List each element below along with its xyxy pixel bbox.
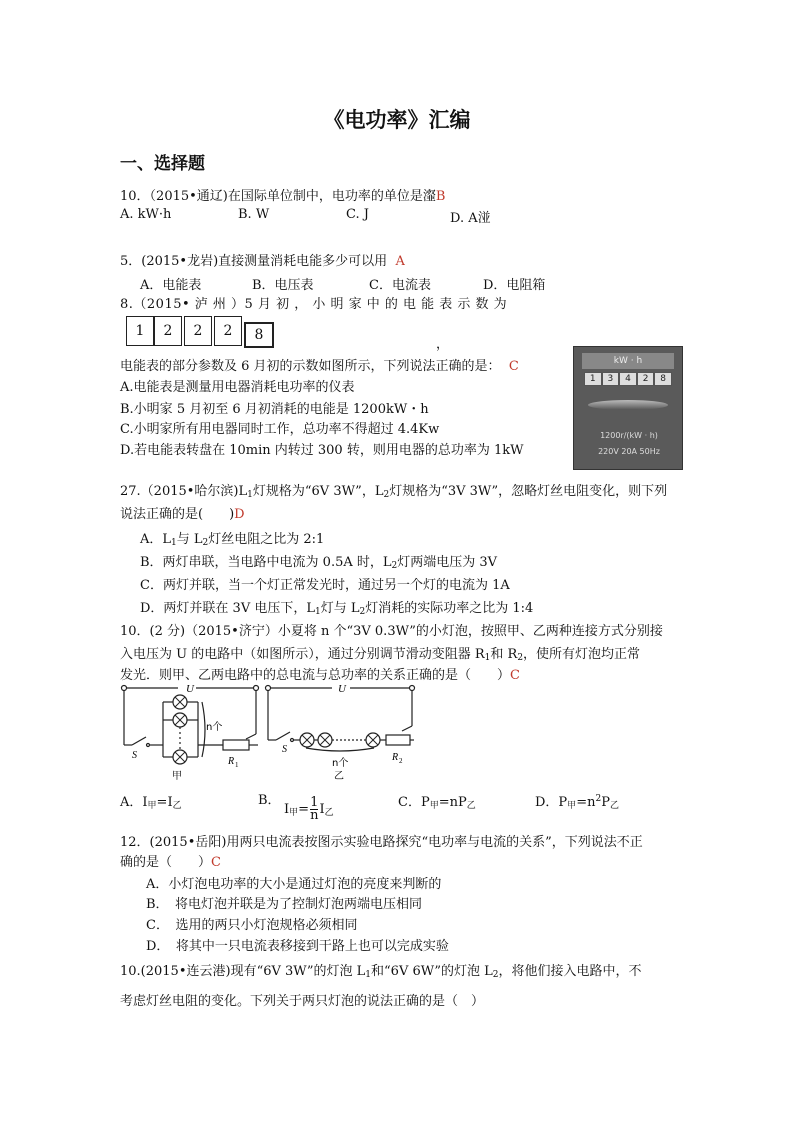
q5-l2c: ，使所有灯泡均正常 xyxy=(523,647,641,662)
q3-option-c: C.小明家所有用电器同时工作，总功率不得超过 4.4Kw xyxy=(120,422,440,437)
q4-answer: D xyxy=(234,507,245,522)
question-5-line1: 10．(2 分)（2015•济宁）小夏将 n 个“3V 0.3W”的小灯泡，按照甲、乙两种连接方式分别接 xyxy=(120,624,663,639)
q4-a-1: A．L xyxy=(140,532,172,547)
meter-disc xyxy=(588,400,668,410)
question-6-line1: 12．(2015•岳阳)用两只电流表按图示实验电路探究“电功率与电流的关系”，下列说法不正 xyxy=(120,835,643,850)
question-5-line3 xyxy=(120,664,520,683)
q5-d-sub1: 甲 xyxy=(567,801,577,811)
q2-text: 5．(2015•龙岩)直接测量消耗电能多少可以用 xyxy=(120,254,388,269)
photo-digit: 8 xyxy=(654,372,672,386)
meter-reading-box xyxy=(122,314,274,348)
q5-d-sup: 2 xyxy=(595,794,602,804)
q5-b-i: I xyxy=(284,802,290,817)
q1-option-c: C. J xyxy=(346,207,369,222)
label-s: S xyxy=(282,744,287,755)
question-5-line2 xyxy=(120,643,640,663)
sub-2: 2 xyxy=(383,490,390,500)
question-1-stem xyxy=(120,185,445,204)
q5-option-b xyxy=(284,797,334,822)
page-title: 《电功率》汇编 xyxy=(323,107,471,132)
meter-photo xyxy=(573,346,683,470)
photo-spec: 220V 20A 50Hz xyxy=(598,447,660,456)
q6-option-c: C． 选用的两只小灯泡规格必须相同 xyxy=(146,918,358,933)
q3-line2 xyxy=(120,355,519,374)
q5-l3: 发光．则甲、乙两电路中的总电流与总功率的关系正确的是（ ） xyxy=(120,668,511,683)
q4-b: 灯规格为“6V 3W”，L xyxy=(252,484,384,499)
circuit-yi xyxy=(262,682,422,782)
q5-option-d xyxy=(535,791,619,811)
q5-d-p: P xyxy=(601,795,610,810)
sub-2: 2 xyxy=(359,607,366,617)
q5-answer: C xyxy=(510,668,520,683)
q5-d-2: =n xyxy=(576,795,596,810)
question-2-stem xyxy=(120,250,405,269)
fraction xyxy=(310,797,318,822)
question-4-stem xyxy=(120,480,667,500)
q4-option-b xyxy=(140,551,497,571)
q6-option-a: A．小灯泡电功率的大小是通过灯泡的亮度来判断的 xyxy=(146,877,442,892)
photo-digit: 2 xyxy=(637,372,655,386)
label-jia: 甲 xyxy=(172,771,182,782)
sub-2: 2 xyxy=(202,538,209,548)
q7-a: 10.(2015•连云港)现有“6V 3W”的灯泡 L xyxy=(120,964,366,979)
q2-option-b: B．电压表 xyxy=(252,278,314,293)
label-n2: n个 xyxy=(332,758,349,769)
q4-c: 灯规格为“3V 3W”，忽略灯丝电阻变化，则下列 xyxy=(389,484,668,499)
q3-answer: C xyxy=(508,359,519,374)
meter-digit-last: 8 xyxy=(244,322,274,348)
circuit-jia xyxy=(118,682,278,782)
q5-l2a: 入电压为 U 的电路中（如图所示），通过分别调节滑动变阻器 R xyxy=(120,647,485,662)
label-r1-sub: 1 xyxy=(235,761,239,769)
q5-b-i2: I xyxy=(319,802,325,817)
photo-digits xyxy=(584,372,672,386)
photo-digit: 1 xyxy=(584,372,602,386)
q5-l2b: 和 R xyxy=(490,647,518,662)
q4-b-1: B．两灯串联，当电路中电流为 0.5A 时，L xyxy=(140,555,392,570)
label-n: n个 xyxy=(206,722,223,733)
q2-answer: A xyxy=(395,254,405,269)
meter-digit: 2 xyxy=(184,316,212,346)
q6-option-d: D． 将其中一只电流表移接到干路上也可以完成实验 xyxy=(146,939,449,954)
fraction-den: n xyxy=(310,808,319,823)
q2-option-d: D．电阻箱 xyxy=(483,278,546,293)
q3-option-d: D.若电能表转盘在 10min 内转过 300 转，则用电器的总功率为 1kW xyxy=(120,443,524,458)
q1-option-a: A. kW·h xyxy=(120,207,172,222)
sub-1: 1 xyxy=(365,970,372,980)
q4-a: 27.（2015•哈尔滨)L xyxy=(120,484,248,499)
q4-option-a xyxy=(140,528,324,548)
q4-b-2: 灯两端电压为 3V xyxy=(397,555,498,570)
sub-2: 2 xyxy=(391,561,398,571)
photo-rate: 1200r/(kW · h) xyxy=(600,431,658,440)
photo-digit: 4 xyxy=(619,372,637,386)
q7-b: 和“6V 6W”的灯泡 L xyxy=(371,964,493,979)
q4-d-3: 灯消耗的实际功率之比为 1:4 xyxy=(365,601,534,616)
q1-option-d: D. A湴 xyxy=(450,211,491,226)
q5-b-sub1: 甲 xyxy=(289,808,299,818)
sub-1: 1 xyxy=(171,538,177,548)
q7-c: ，将他们接入电路中，不 xyxy=(498,964,642,979)
q5-c-sub1: 甲 xyxy=(429,801,439,811)
q3-comma: ， xyxy=(436,337,450,352)
q5-b-eq: = xyxy=(298,802,310,817)
q5-a-sub1: 甲 xyxy=(147,801,157,811)
sub-2: 2 xyxy=(517,653,524,663)
q4-a-3: 灯丝电阻之比为 2:1 xyxy=(208,532,325,547)
label-r2-sub: 2 xyxy=(399,757,403,765)
q5-b-sub2: 乙 xyxy=(324,808,334,818)
sub-1: 1 xyxy=(247,490,253,500)
q6-line2-text: 确的是（ ） xyxy=(120,855,212,870)
label-s: S xyxy=(132,750,137,761)
q4-d-1: D．两灯并联在 3V 电压下，L xyxy=(140,601,315,616)
sub-2: 2 xyxy=(492,970,499,980)
q3-line2-text: 电能表的部分参数及 6 月初的示数如图所示，下列说法正确的是： xyxy=(120,359,501,374)
fraction-num: 1 xyxy=(310,795,319,810)
q5-a-1: A．I xyxy=(120,795,148,810)
q5-c-sub2: 乙 xyxy=(466,801,476,811)
q4-line2 xyxy=(120,503,245,522)
label-r1: R xyxy=(228,756,235,767)
q5-option-c xyxy=(398,791,476,811)
meter-digit: 2 xyxy=(214,316,242,346)
label-u: U xyxy=(338,683,346,695)
q5-d-1: D．P xyxy=(535,795,568,810)
label-r2: R xyxy=(392,752,399,763)
label-yi: 乙 xyxy=(334,771,344,782)
sub-1: 1 xyxy=(484,653,491,663)
q5-c-1: C．P xyxy=(398,795,430,810)
q4-a-2: 与 L xyxy=(176,532,203,547)
q5-a-2: =I xyxy=(156,795,173,810)
sub-1: 1 xyxy=(314,607,321,617)
meter-digit: 2 xyxy=(154,316,182,346)
q5-option-a xyxy=(120,791,182,811)
question-6-line2 xyxy=(120,851,221,870)
q4-line2-text: 说法正确的是( ) xyxy=(120,507,235,522)
q2-option-a: A．电能表 xyxy=(140,278,202,293)
q4-d-2: 灯与 L xyxy=(320,601,360,616)
meter-digit: 1 xyxy=(126,316,154,346)
q1-text: 10．（2015•通辽)在国际单位制中，电功率的单位是 xyxy=(120,189,423,204)
q5-a-sub2: 乙 xyxy=(172,801,182,811)
question-3-stem: 8.（2015• 泸 州 ）5 月 初 ， 小 明 家 中 的 电 能 表 示 数 为 xyxy=(120,297,508,312)
section-heading: 一、选择题 xyxy=(120,154,205,174)
question-7-line2: 考虑灯丝电阻的变化。下列关于两只灯泡的说法正确的是（ ） xyxy=(120,994,485,1009)
q6-answer: C xyxy=(211,855,221,870)
label-u: U xyxy=(186,683,194,695)
q3-option-a: A.电能表是测量用电器消耗电功率的仪表 xyxy=(120,380,355,395)
q4-option-d xyxy=(140,597,533,617)
photo-unit: kW · h xyxy=(582,353,674,369)
q1-tail: 瀣 xyxy=(422,189,436,204)
photo-digit: 3 xyxy=(602,372,620,386)
q5-d-sub2: 乙 xyxy=(609,801,619,811)
q6-option-b: B． 将电灯泡并联是为了控制灯泡两端电压相同 xyxy=(146,897,423,912)
q2-option-c: C．电流表 xyxy=(369,278,431,293)
q5-c-2: =nP xyxy=(438,795,467,810)
q5-option-b-label: B． xyxy=(258,793,281,808)
q1-option-b: B. W xyxy=(238,207,270,222)
question-7-line1 xyxy=(120,960,642,980)
q4-option-c: C．两灯并联，当一个灯正常发光时，通过另一个灯的电流为 1A xyxy=(140,578,510,593)
q3-option-b: B.小明家 5 月初至 6 月初消耗的电能是 1200kW・h xyxy=(120,402,429,417)
q1-answer: B xyxy=(435,189,446,204)
